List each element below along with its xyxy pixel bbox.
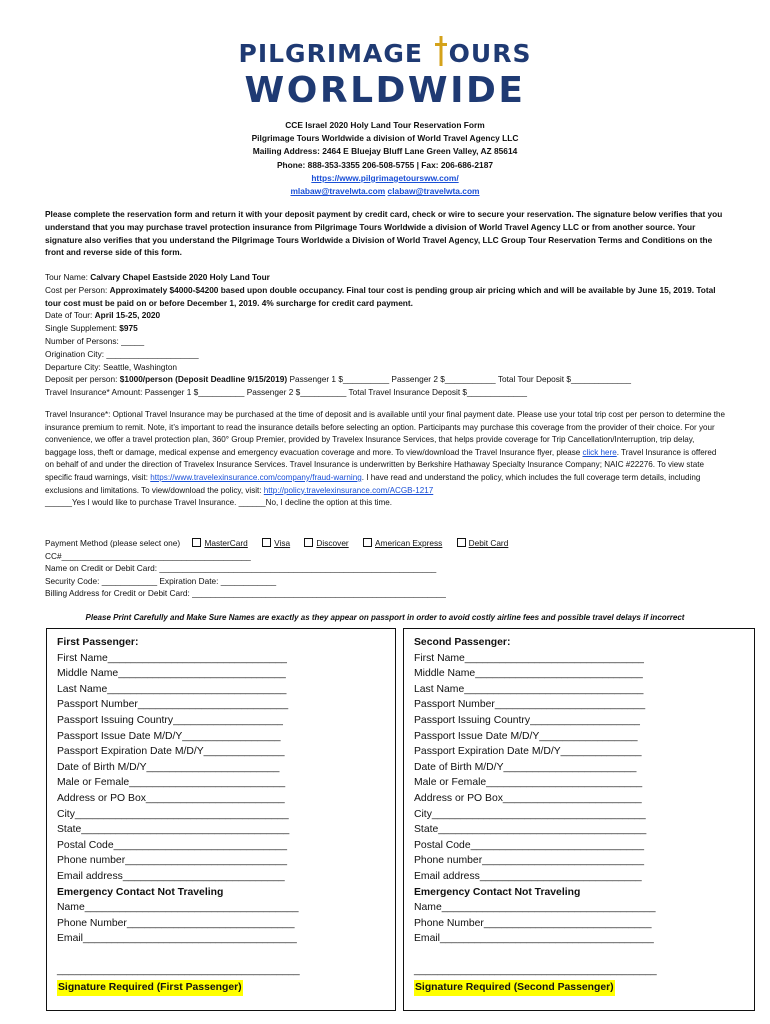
phone-field[interactable]: Phone number____________________________ — [57, 855, 287, 867]
emergency-name-field[interactable]: Name_____________________________________ — [57, 902, 299, 914]
deposit-fields[interactable]: Passenger 1 $__________ Passenger 2 $___________ Total Tour Deposit $_____________ — [289, 374, 631, 385]
signature-label: Signature Required (Second Passenger) — [414, 980, 615, 996]
passport-issue-date-field[interactable]: Passport Issue Date M/D/Y_________________ — [57, 730, 281, 742]
phone-field[interactable]: Phone number____________________________ — [414, 855, 644, 867]
mastercard-checkbox[interactable] — [192, 538, 201, 547]
phone-fax: Phone: 888-353-3355 206-508-5755 | Fax: 206-686-2187 — [276, 159, 494, 170]
middle-name-field[interactable]: Middle Name_____________________________ — [414, 668, 643, 680]
mailing-address: Mailing Address: 2464 E Bluejay Bluff Lane Green Valley, AZ 85614 — [252, 146, 518, 157]
postal-code-field[interactable]: Postal Code______________________________ — [414, 839, 644, 851]
city-field[interactable]: City_____________________________________ — [414, 808, 646, 820]
discover-checkbox[interactable] — [304, 538, 313, 547]
insurance-amount-fields[interactable]: Travel Insurance* Amount: Passenger 1 $__________ Passenger 2 $__________ Total Travel Insurance Deposit $_____________ — [45, 387, 528, 398]
payment-method-label: Payment Method (please select one) — [45, 538, 181, 548]
gender-field[interactable]: Male or Female___________________________ — [57, 777, 286, 789]
first-name-field[interactable]: First Name_______________________________ — [414, 652, 644, 664]
logo-line-1 — [0, 36, 770, 69]
cross-icon — [435, 36, 447, 66]
mastercard-label: MasterCard — [204, 538, 248, 548]
visa-checkbox[interactable] — [262, 538, 271, 547]
last-name-field[interactable]: Last Name_______________________________ — [414, 683, 644, 695]
email-link-1[interactable]: mlabaw@travelwta.com — [290, 186, 386, 197]
intro-paragraph: Please complete the reservation form and return it with your deposit payment by credit card, check or wire to secure your reservation. The signature below verifies that you understand that you may purchase travel protection insurance from Pilgrimage Tours Worldwide a division of World Travel Agency LLC or from another source. Your signature also verifies that you understand the Pilgrimage Tours Worldwide a Division of World Travel Agency, LLC Group Tour Reservation Terms and Conditions on the front and reverse side of this form. — [45, 209, 723, 258]
tour-details — [45, 271, 727, 399]
signature-line[interactable]: __________________________________________ — [57, 964, 300, 976]
payment-method-row — [45, 537, 727, 550]
state-field[interactable]: State____________________________________ — [414, 824, 647, 836]
supplement-label: Single Supplement: — [45, 323, 117, 334]
passport-number-field[interactable]: Passport Number__________________________ — [57, 699, 289, 711]
emergency-email-field[interactable]: Email_____________________________________ — [57, 933, 297, 945]
travel-insurance-section — [45, 409, 727, 510]
emergency-phone-field[interactable]: Phone Number_____________________________ — [57, 917, 295, 929]
emergency-phone-field[interactable]: Phone Number_____________________________ — [414, 917, 652, 929]
passport-issue-date-field[interactable]: Passport Issue Date M/D/Y_________________ — [414, 730, 638, 742]
deposit-value: $1000/person (Deposit Deadline 9/15/2019) — [119, 374, 288, 385]
form-title: CCE Israel 2020 Holy Land Tour Reservation Form — [285, 120, 485, 130]
date-of-birth-field[interactable]: Date of Birth M/D/Y_______________________ — [414, 761, 637, 773]
passport-country-field[interactable]: Passport Issuing Country___________________ — [57, 714, 283, 726]
emergency-contact-heading: Emergency Contact Not Traveling — [57, 886, 224, 898]
persons-field[interactable]: Number of Persons: _____ — [45, 335, 145, 346]
passport-country-field[interactable]: Passport Issuing Country___________________ — [414, 714, 640, 726]
policy-link[interactable]: http://policy.travelexinsurance.com/ACGB-1217 — [263, 485, 434, 495]
date-label: Date of Tour: — [45, 310, 93, 321]
cost-label: Cost per Person: — [45, 284, 108, 295]
emergency-email-field[interactable]: Email_____________________________________ — [414, 933, 654, 945]
state-field[interactable]: State____________________________________ — [57, 824, 290, 836]
signature-label: Signature Required (First Passenger) — [57, 980, 243, 996]
billing-address-field[interactable]: Billing Address for Credit or Debit Card: _______________________________________________________ — [45, 588, 446, 599]
payment-section — [45, 537, 727, 600]
deposit-label: Deposit per person: — [45, 374, 118, 385]
emergency-name-field[interactable]: Name_____________________________________ — [414, 902, 656, 914]
logo-line-2: WORLDWIDE — [244, 70, 526, 111]
insurance-text-3: . I have read and understand the policy, which includes the full coverage term details, including exclusions and limitations. To view/download the policy, visit: — [45, 472, 701, 495]
signature-line[interactable]: __________________________________________ — [414, 964, 657, 976]
passport-expiration-field[interactable]: Passport Expiration Date M/D/Y______________ — [414, 746, 642, 758]
city-field[interactable]: City_____________________________________ — [57, 808, 289, 820]
passport-number-field[interactable]: Passport Number__________________________ — [414, 699, 646, 711]
email-field[interactable]: Email address____________________________ — [414, 870, 642, 882]
insurance-text-1: Travel Insurance*: Optional Travel Insurance may be purchased at the time of deposit and is available until your final payment date. Please use your total trip cost per person to determine the insurance premium to remit. Note, it’s important to read the insurance details before selecting an option. Participants may purchase this coverage from the provider of their choice. For your convenience, we offer a travel protection plan, 360° Group Premier, provided by Travelex Insurance Services, that helps provide coverage for Trip Cancellation/Interruption, trip delay, baggage loss, theft or damage, medical expense and emergency evacuation coverage and more. To view/download the Travel Insurance flyer, please — [45, 410, 725, 457]
last-name-field[interactable]: Last Name_______________________________ — [57, 683, 287, 695]
passport-name-note: Please Print Carefully and Make Sure Names are exactly as they appear on passport in order to avoid costly airline fees and possible travel delays if incorrect — [85, 613, 685, 622]
logo-word-tours: OURS — [448, 39, 532, 68]
origination-field[interactable]: Origination City: ____________________ — [45, 348, 199, 359]
second-passenger-box — [403, 628, 755, 1011]
first-passenger-heading: First Passenger: — [57, 637, 139, 648]
tour-name-label: Tour Name: — [45, 272, 88, 282]
insurance-choice[interactable]: ______Yes I would like to purchase Travel Insurance. ______No, I decline the option at this time. — [45, 498, 393, 508]
website-link[interactable]: https://www.pilgrimagetoursww.com/ — [311, 172, 459, 183]
logo-word-pilgrimage: PILGRIMAGE — [238, 39, 423, 68]
first-passenger-box — [46, 628, 396, 1011]
insurance-text-2: . Travel Insurance is offered on behalf of and under the direction of Travelex Insurance Services. Travel Insurance is underwritten by Berkshire Hathaway Specialty Insurance Company; NAIC #22276. To view state specific fraud warnings, visit: — [45, 447, 717, 482]
form-header — [0, 119, 770, 198]
second-passenger-heading: Second Passenger: — [414, 637, 511, 648]
departure-city: Departure City: Seattle, Washington — [45, 361, 178, 372]
supplement-value: $975 — [119, 323, 138, 334]
cost-value: Approximately $4000-$4200 based upon double occupancy. Final tour cost is pending group air pricing which and will be available by June 15, 2019. Total tour cost must be paid on or before December 1, 2019. 4% surcharge for credit card payment. — [45, 284, 716, 308]
email-field[interactable]: Email address____________________________ — [57, 870, 285, 882]
fraud-warning-link[interactable]: https://www.travelexinsurance.com/company/fraud-warning — [150, 472, 362, 482]
tour-name: Calvary Chapel Eastside 2020 Holy Land Tour — [90, 272, 270, 282]
card-name-field[interactable]: Name on Credit or Debit Card: ____________________________________________________________ — [45, 563, 437, 574]
cc-number-field[interactable]: CC#_________________________________________ — [45, 550, 251, 561]
postal-code-field[interactable]: Postal Code______________________________ — [57, 839, 287, 851]
first-name-field[interactable]: First Name_______________________________ — [57, 652, 287, 664]
gender-field[interactable]: Male or Female___________________________ — [414, 777, 643, 789]
date-of-birth-field[interactable]: Date of Birth M/D/Y_______________________ — [57, 761, 280, 773]
passport-expiration-field[interactable]: Passport Expiration Date M/D/Y______________ — [57, 746, 285, 758]
address-field[interactable]: Address or PO Box________________________ — [414, 792, 642, 804]
email-link-2[interactable]: clabaw@travelwta.com — [387, 186, 480, 197]
visa-label: Visa — [274, 538, 291, 548]
insurance-flyer-link[interactable]: click here — [582, 447, 617, 457]
security-expiration-fields[interactable]: Security Code: ____________ Expiration Date: ____________ — [45, 575, 277, 586]
emergency-contact-heading: Emergency Contact Not Traveling — [414, 886, 581, 898]
debit-card-checkbox[interactable] — [457, 538, 466, 547]
date-value: April 15-25, 2020 — [94, 310, 161, 321]
address-field[interactable]: Address or PO Box________________________ — [57, 792, 285, 804]
american-express-checkbox[interactable] — [363, 538, 372, 547]
company-name: Pilgrimage Tours Worldwide a division of World Travel Agency LLC — [251, 133, 519, 144]
debit-card-label: Debit Card — [468, 538, 509, 548]
company-logo — [0, 36, 770, 111]
american-express-label: American Express — [375, 538, 443, 548]
middle-name-field[interactable]: Middle Name_____________________________ — [57, 668, 286, 680]
discover-label: Discover — [316, 538, 349, 548]
